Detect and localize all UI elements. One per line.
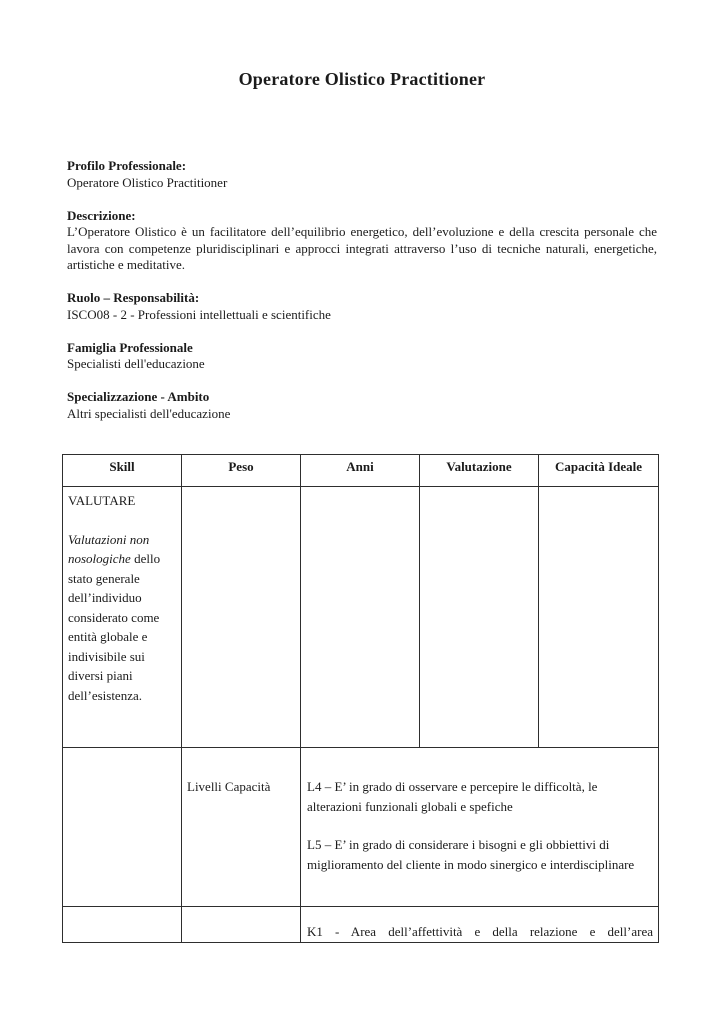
level-l4-text: L4 – E’ in grado di osservare e percepire le difficoltà, le alterazioni funzionali globali e spefiche bbox=[307, 779, 598, 814]
section-descrizione bbox=[67, 208, 657, 274]
livelli-capacita-levels-cell bbox=[301, 748, 659, 907]
section-specializzazione bbox=[67, 389, 657, 422]
valutare-valutazione-cell bbox=[420, 487, 539, 748]
level-l5-text: L5 – E’ in grado di considerare i bisogni e gli obbiettivi di miglioramento del cliente in modo sinergico e interdisciplinare bbox=[307, 837, 635, 872]
section-famiglia-professionale bbox=[67, 340, 657, 373]
header-anni: Anni bbox=[301, 455, 420, 487]
valutare-spacer bbox=[68, 511, 177, 530]
document-body bbox=[67, 158, 657, 943]
livelli-capacita-label: Livelli Capacità bbox=[182, 748, 301, 907]
valutare-description bbox=[68, 530, 177, 706]
valutare-skill-cell bbox=[63, 487, 182, 748]
header-capacita-ideale: Capacità Ideale bbox=[539, 455, 659, 487]
table-row-valutare bbox=[63, 487, 659, 748]
k1-text-cell: K1 - Area dell’affettività e della relazione e dell’area bbox=[301, 907, 659, 943]
profilo-label: Profilo Professionale: bbox=[67, 158, 187, 173]
header-peso: Peso bbox=[182, 455, 301, 487]
valutare-description-italic: Valutazioni non nosologiche bbox=[68, 531, 150, 566]
k1-empty-cell-2 bbox=[182, 907, 301, 943]
livelli-empty-cell bbox=[63, 748, 182, 907]
valutare-description-rest: dello stato generale dell’individuo considerato come entità globale e indivisibile sui diversi piani dell’esistenza. bbox=[68, 551, 161, 703]
specializzazione-value: Altri specialisti dell'educazione bbox=[67, 405, 231, 421]
skill-table bbox=[62, 454, 659, 943]
famiglia-label: Famiglia Professionale bbox=[67, 339, 193, 355]
ruolo-value: ISCO08 - 2 - Professioni intellettuali e scientifiche bbox=[67, 306, 331, 322]
skill-table-header bbox=[63, 455, 659, 487]
descrizione-label: Descrizione: bbox=[67, 207, 136, 223]
header-row bbox=[63, 455, 659, 487]
descrizione-value: L’Operatore Olistico è un facilitatore dell’equilibrio energetico, dell’evoluzione e della crescita personale che lavora con competenze pluridisciplinari e approcci integrati attraverso l’uso di tecniche naturali, energetiche, artistiche e meditative. bbox=[67, 224, 657, 272]
k1-empty-cell-1 bbox=[63, 907, 182, 943]
valutare-capacita-cell bbox=[539, 487, 659, 748]
table-row-k1 bbox=[63, 907, 659, 943]
header-skill: Skill bbox=[63, 455, 182, 487]
profilo-value: Operatore Olistico Practitioner bbox=[67, 174, 228, 190]
valutare-peso-cell bbox=[182, 487, 301, 748]
famiglia-value: Specialisti dell'educazione bbox=[67, 356, 205, 371]
header-valutazione: Valutazione bbox=[420, 455, 539, 487]
specializzazione-label: Specializzazione - Ambito bbox=[67, 389, 210, 404]
section-ruolo bbox=[67, 290, 657, 323]
ruolo-label: Ruolo – Responsabilità: bbox=[67, 290, 200, 305]
valutare-title: VALUTARE bbox=[68, 493, 136, 508]
document-title: Operatore Olistico Practitioner bbox=[238, 69, 486, 89]
valutare-anni-cell bbox=[301, 487, 420, 748]
table-row-livelli-capacita bbox=[63, 748, 659, 907]
section-profilo-professionale bbox=[67, 158, 657, 191]
